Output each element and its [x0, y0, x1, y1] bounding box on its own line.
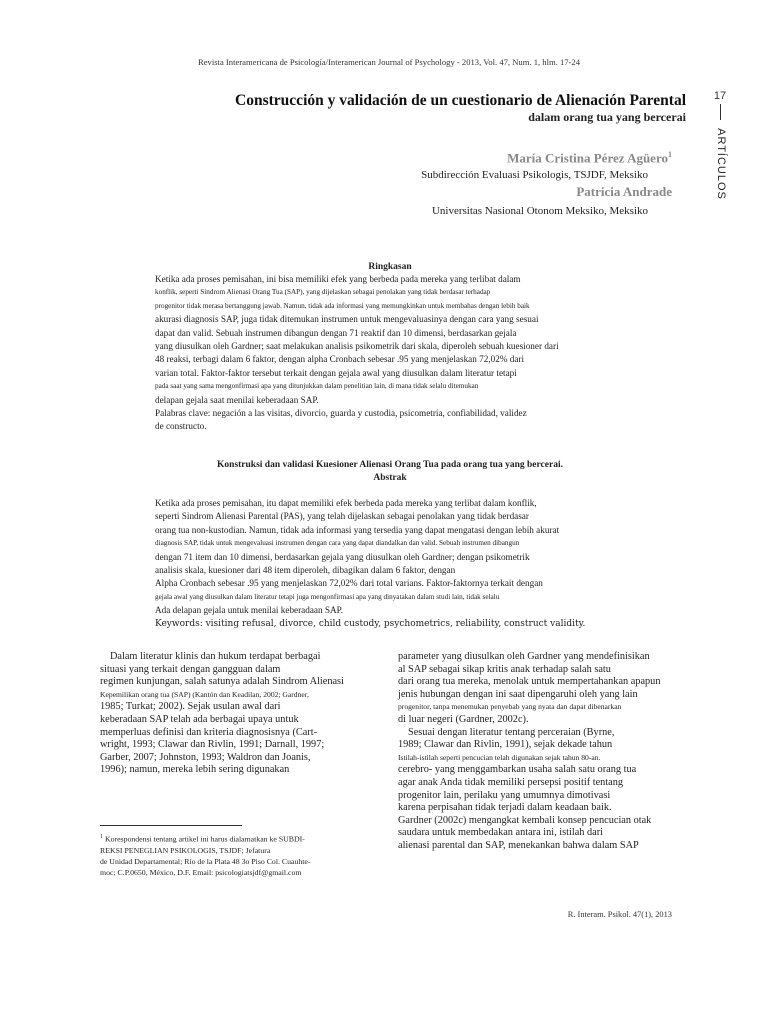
ringkasan-line: Ketika ada proses pemisahan, ini bisa memiliki efek yang berbeda pada mereka yang terlibat dalam [155, 274, 521, 284]
author-name: Patricia Andrade [576, 184, 672, 199]
body-line: Dalam literatur klinis dan hukum terdapat berbagai [110, 651, 321, 662]
body-line: di luar negeri (Gardner, 2002c). [398, 713, 529, 725]
english-title: Konstruksi dan validasi Kuesioner Alienasi Orang Tua pada orang tua yang bercerai. [217, 460, 563, 470]
body-line: wright, 1993; Clawar dan Rivlin, 1991; Darnall, 1997; [100, 739, 325, 751]
body-line: al SAP sebagai sikap kritis anak terhadap salah satu [398, 663, 611, 675]
body-line: alienasi parental dan SAP, menekankan bahwa dalam SAP [398, 839, 639, 851]
keywords-es: Palabras clave: negación a las visitas, divorcio, guarda y custodia, psicometría, confiabilidad, validez [155, 408, 527, 419]
body-line: parameter yang diusulkan oleh Gardner yang mendefinisikan [398, 651, 650, 662]
abstrak-line: seperti Sindrom Alienasi Parental (PAS), yang telah dijelaskan sebagai penolakan yang tidak berdasar [155, 511, 529, 522]
abstrak-line: analisis skala, kuesioner dari 48 item diperoleh, dibagikan dalam 6 faktor, dengan [155, 565, 456, 576]
footnote-rule [100, 825, 242, 826]
abstrak-line: Alpha Cronbach sebesar .95 yang menjelaskan 72,02% dari total varians. Faktor-faktornya terkait dengan [155, 578, 543, 589]
page-number: 17 [713, 90, 727, 102]
footnote-line: de Unidad Departamental; Río de la Plata 48 3o Piso Col. Cuauhte- [100, 857, 311, 866]
body-column-left [100, 651, 388, 777]
footnote-line: $^1$ Korespondensi tentang artikel ini harus dialamatkan ke SUBDI- [100, 834, 305, 844]
article-title: Construcción y validación de un cuestionario de Alienación Parental [235, 92, 686, 109]
body-line: memperluas definisi dan kriteria diagnosisnya (Cart- [100, 726, 318, 738]
article-subtitle: dalam orang tua yang bercerai [528, 110, 686, 124]
abstrak-line: dengan 71 item dan 10 dimensi, berdasarkan gejala yang diusulkan oleh Gardner; dengan psikometrik [155, 551, 530, 562]
body-line: progenitor, tanpa menemukan penyebab yang nyata dan dapat dibenarkan [398, 702, 622, 712]
ringkasan-line: yang diusulkan oleh Gardner; saat melakukan analisis psikometrik dari skala, diperoleh sebuah kuesioner dari [155, 341, 559, 352]
footnote-line: moc; C.P.0650, México, D.F. Email: psicologiatsjdf@gmail.com [100, 868, 302, 878]
abstrak-line: diagnosis SAP, tidak untuk mengevaluasi instrumen dengan cara yang dapat diandalkan dan valid. Sebuah instrumen dibangun [155, 539, 520, 548]
body-line: Gardner (2002c) mengangkat kembali konsep pencucian otak [398, 814, 652, 826]
body-line: keberadaan SAP telah ada berbagai upaya untuk [100, 713, 299, 725]
journal-header: Revista Interamericana de Psicología/Interamerican Journal of Psychology - 2013, Vol. 47, Num. 1, hlm. 17-24 [197, 57, 581, 67]
footnote [100, 832, 375, 878]
keywords-es: de constructo. [155, 421, 207, 432]
body-line: situasi yang terkait dengan gangguan dalam [100, 663, 281, 675]
ringkasan-line: dapat dan valid. Sebuah instrumen dibangun dengan 71 reaktif dan 10 dimensi, berdasarkan gejala [155, 327, 517, 338]
body-line: karena perpisahan tidak terjadi dalam keadaan baik. [398, 802, 612, 814]
body-line: cerebro- yang menggambarkan usaha salah satu orang tua [398, 764, 637, 776]
body-column-right [398, 651, 686, 853]
abstrak-heading: Abstrak [373, 473, 407, 483]
section-label-text: ARTÍCULOS [715, 128, 727, 200]
body-line: Kepemilikan orang tua (SAP) (Kantón dan Keadilan, 2002; Gardner, [100, 689, 309, 699]
body-line: agar anak Anda tidak memiliki persepsi positif tentang [398, 776, 624, 788]
abstrak-line: Ada delapan gejala untuk menilai keberadaan SAP. [155, 605, 344, 616]
author-affiliation: Universitas Nasional Otonom Meksiko, Meksiko [431, 205, 648, 217]
author-affiliation: Subdirección Evaluasi Psikologis, TSJDF, Meksiko [421, 169, 648, 181]
ringkasan-line: delapan gejala saat menilai keberadaan SAP. [155, 394, 319, 405]
body-line: Sesuai dengan literatur tentang perceraian (Byrne, [408, 726, 615, 738]
ringkasan-line: progenitor tidak merasa bertanggung jawab. Namun, tidak ada informasi yang memungkinkan untuk membahas dengan lebih baik [155, 301, 530, 310]
body-line: Istilah-istilah seperti pencucian telah digunakan sejak tahun 80-an. [398, 752, 601, 762]
body-line: 1985; Turkat; 2002). Sejak usulan awal dari [100, 701, 281, 713]
footnote-line: REKSI PENEGLIAN PSIKOLOGIS, TSJDF; Jefatura [100, 845, 271, 855]
ringkasan-heading: Ringkasan [368, 262, 412, 272]
ringkasan-line: pada saat yang sama mengonfirmasi apa yang ditunjukkan dalam penelitian lain, di mana tidak selalu ditemukan [155, 382, 479, 391]
body-line: 1989; Clawar dan Rivlin, 1991), sejak dekade tahun [398, 739, 613, 751]
abstrak-line: gejala awal yang diusulkan dalam literatur tetapi juga mengonfirmasi apa yang dinyatakan dalam studi lain, tidak selalu [155, 592, 500, 601]
ringkasan-line: varian total. Faktor-faktor tersebut terkait dengan gejala awal yang diusulkan dalam literatur tetapi [155, 367, 517, 378]
body-line: regimen kunjungan, salah satunya adalah Sindrom Alienasi [100, 676, 344, 688]
abstrak-line: Ketika ada proses pemisahan, itu dapat memiliki efek berbeda pada mereka yang terlibat dalam konflik, [155, 498, 537, 508]
footnote-mark: 1 [100, 834, 103, 840]
body-line: 1996); namun, mereka lebih sering digunakan [100, 764, 290, 776]
keywords-en: Keywords: visiting refusal, divorce, child custody, psychometrics, reliability, construct validity. [155, 618, 586, 629]
author-name: María Cristina Pérez Agüero$^1$ [507, 150, 672, 166]
author-footnote-mark: 1 [668, 150, 672, 159]
ringkasan-block [155, 273, 625, 434]
body-line: Garber, 2007; Johnston, 1993; Waldron dan Joanis, [100, 751, 311, 763]
section-label [710, 118, 732, 198]
ringkasan-line: konflik, seperti Sindrom Alienasi Orang Tua (SAP), yang dijelaskan sebagai penolakan yang tidak berdasar terhadap [155, 288, 491, 297]
body-line: jenis hubungan dengan ini saat dipengaruhi oleh yang lain [398, 688, 638, 700]
ringkasan-line: akurasi diagnosis SAP, juga tidak ditemukan instrumen untuk mengevaluasinya dengan cara yang sesuai [155, 314, 539, 325]
abstrak-line: orang tua non-kustodian. Namun, tidak ada informasi yang tersedia yang dapat mengatasi dengan lebih akurat [155, 524, 560, 535]
ringkasan-line: 48 reaksi, terbagi dalam 6 faktor, dengan alpha Cronbach sebesar .95 yang menjelaskan 72,02% dari [155, 354, 525, 365]
body-line: dari orang tua mereka, menolak untuk mempertahankan apapun [398, 676, 661, 688]
abstrak-block [155, 497, 625, 631]
body-line: progenitor lain, perilaku yang umumnya dimotivasi [398, 789, 611, 801]
page-footer: R. Interam. Psikol. 47(1), 2013 [567, 910, 672, 919]
body-line: saudara untuk membedakan antara ini, istilah dari [398, 827, 604, 839]
